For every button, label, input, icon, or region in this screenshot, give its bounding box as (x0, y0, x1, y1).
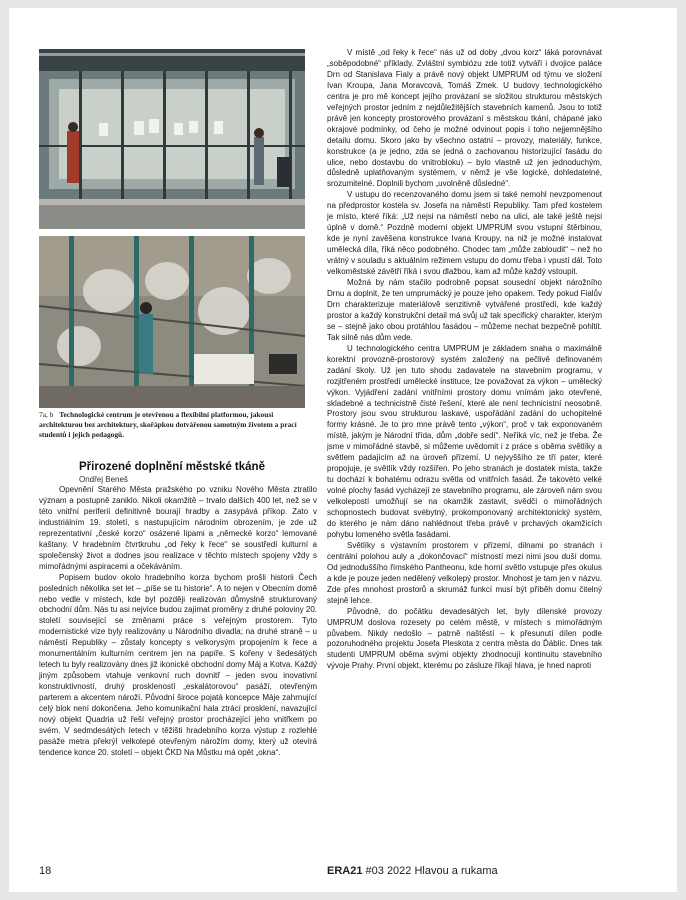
left-paragraph: Popisem budov okolo hradebního korza bychom prošli historii Čech posledních několika set let – „píše se tu historie“. A to nejen v Obecním domě nebo vedle v místech, kde byl později realizován důmyslně strukturovaný obchodní dům. Nás tu asi nejvíce budou zajímat proměny z druhé poloviny 20. století související se změnami práce s veřejným prostorem. Tyto modernistické vize byly realizovány u Národního divadla; na druhé straně – u náměstí Republiky – zůstaly koncepty s velkorysým propojením k řece a monumentálním kulturním centrem jen na papíře. S kořeny v šedesátých letech tu byly realizovány dnes již ikonické obchodní domy Máj a Kotva. Každý jiným způsobem vtahuje venkovní ruch dovnitř – jeden svou inovativní konstruktivností, druhý proskleností „eskalátorovou“ pasáží, otevřeným parterem a akcentem nároží. Původní široce pojatá koncepce Máje zahrnující celý blok není dokončena. Jeho komunikační hala ztrácí prosklení, navazující nový objekt Quadria už řeší veřejný prostor procházející jeho vnitřkem po svém. V sedmdesátých letech v těžišti hradebního korza výstup z rozlehlé pasáže metra překrýl velkolepé otevřeným nárožím domy, který už otevírá tendence konce 20. století – objekt ČKD Na Můstku má opět „okna“. (39, 572, 317, 757)
right-paragraph: U technologického centra UMPRUM je základem snaha o maximálně korektní provozně-prostorový systém založený na pečlivě definovaném zadání školy. Už jen tuto shodu zadavatele na stavebním programu, v rozjitřeném prostředí umělecké instituce, lze považovat za výkon – umělecký výkon. Vyjádření zadání vnitřními prostory domu vnímám jako otevřené, skladebné a technicistně čisté řešení, které ale není technicistní neosobně. Prostory jsou svou strukturou laskavé, uspořádání zadání do uchopitelné formy krásné. Je to pro mne právě tento „výkon“, proč v tak exponovaném místě, jakým je Národní třída, dům „dobře sedí“. Neříká víc, než je třeba. Že jsme v mimořádné stavbě, si můžeme uvědomit i z práce s oběma světlíky a světlem padajícím až na úroveň přízemí. U nejvyššího ze tří pater, které propojuje, je světlík vždy rozšířen. Po jeho stranách je dostatek místa, takže tu dochází k bohatému odrazu světla od vnitřních fasád. Že takovéto velké volné plochy fasád vycházejí ze stavebního programu, ale zároveň nám svou velkolepostí umožňují se na okamžik zastavit, svědčí o mimořádných schopnostech budovat svébytný, prokomponovaný architektonický systém, do kterého je nám dáno nahlédnout třeba právě v prchavých okamžicích pohybu lomeného světla fasádami. (327, 343, 602, 539)
magazine-name: ERA21 (327, 865, 363, 877)
gallery-facade-image (39, 49, 305, 229)
caption-text: Technologické centrum je otevřenou a flexibilní platformou, jakousi architekturou bez architektury, skořápkou dotvářenou samotným životem a prací studentů i jejich pedagogů. (39, 410, 297, 439)
left-column (39, 460, 317, 759)
right-paragraph: Světlíky s výstavním prostorem v přízemí, dilnami po stranách i centrální polohou auly a „dokončovací“ místností mezi nimi jsou duší domu. Od jednoduššího římského Pantheonu, kde horní světlo vstupuje přes okulus a kde je pouze jeden nedělený velkolepý prostor. Mnohost je tam jen v názvu. Zde přes mnohost prostorů a skrumáž funkcí musí být příběh domu čitelný stejně lehce. (327, 540, 602, 605)
right-paragraph: V místě „od řeky k řece“ nás už od doby „dvou korz“ láká porovnávat „soběpodobné“ příklady. Zvláštní symbiózu zde totiž vytváří i dvojice paláce Drn od Stanislava Fialy a právě nový objekt UMPRUM od týmu ve složení Ivan Kroupa, Jana Moravcová, Tomáš Zmek. U budovy technologického centra je pro mě koncept jejího provázaní se složitou strukturou městských veřejných prostor jedním z nejdůležitějších stavebních kamenů. Jsou to totiž právě jen koncepty prostorového provázaní s městskou tkání, chápané jako okrajové podmínky, od čeho je možné odvinout popis i toho nejjemnějšího detailu domu. Skoro jako by všechno ostatní – provozy, materiály, funkce, konstrukce (a je jedno, zda se jedná o zachovanou historizující fasádu do ulice, nebo dostavbu do vnitrobloku) – bylo vlastně už jen jednoduchým, důsledně uplatňovaným systémem, v němž je vše logické, dohledatelné, srozumitelné. Doplnili bychom „uvolněně důsledné“. (327, 48, 602, 189)
right-column (327, 48, 602, 672)
right-paragraph: V ustupu do recenzovaného domu jsem si také nemohl nevzpomenout na předprostor kostela sv. Josefa na náměstí Republiky. Tam před kostelem je místo, které říká: „Už nejsi na náměstí nebo na ulici, ale také ještě nejsi úplně v domě.“ Pozdně moderní objekt UMPRUM svou vstupní štěrbinou, kde je nyní zavěšena konstrukce Ivana Kroupy, na niž je možné instalovat umělecká díla, říká něco podobného. Chodec tam „může zabloudit“ – než ho vrátný v souladu s aktuálním režimem vstupu do domu třeba i vpustí dál. Toto velkoměstské závětří říká i svou dlažbou, kam až může každý vstoupit. (327, 190, 602, 277)
magazine-page (9, 8, 677, 892)
photo-workshop-interior (39, 236, 305, 408)
caption-label: 7a, b (39, 410, 54, 419)
magazine-issue: #03 2022 Hlavou a rukama (365, 865, 498, 877)
left-paragraph: Opevnění Starého Města pražského po vzniku Nového Města ztratilo význam a postupně zaniklo. Nikoli okamžitě – trvalo dalších 400 let, než se v této vnitřní periferii definitivně bourají hradby a zasypává příkop. Zato v industriálním 19. století, s nastupujícím národním obrozením, je zde už reprezentativní „české korzo“ osázené lipami a „německé korzo“ lemované kaštany. V hradebním čtvrtkruhu „od řeky k řece“ se soustředí kulturní a společenský život a dodnes jsou realizace v těchto místech spojeny vždy s mimořádnými aspiracemi a očekáváním. (39, 485, 317, 571)
right-paragraph: Možná by nám stačilo podrobně popsat sousední objekt nárožního Drnu a doplnit, že ten umprumácký je pouze jeho opakem. Tedy pokud Fialův Drn charakterizuje materiálově senzitivně vytvářené prostředí, kde každý prostor a každý konstrukční detail má svůj už tak specifický charakter, kterým se – stejně jako obou protáhlou fasádou – můžeme nechat bezpečně pohltit. Tak silně nás dům vede. (327, 278, 602, 342)
magazine-footer (327, 865, 498, 877)
article-heading: Přirozené doplnění městské tkáně (79, 461, 265, 473)
workshop-interior-image (39, 236, 305, 408)
right-paragraph: Původně, do počátku devadesátých let, byly dílenské provozy UMPRUM doslova rozesety po celém městě, v místech s mimořádným půvabem. Nikdy nedošlo – patrně naštěstí – k přesunutí dílen podle pozoruhodného projektu Josefa Pleskota z centra města do Ďáblic. Dnes tak studenti UMPRUM oběma svými objekty zhodnocují kontinuitu stavebního vývoje Prahy. První objekt, kterému po zásluze říkají hlava, je hned naproti (327, 606, 602, 671)
photo-caption (39, 410, 309, 440)
photo-gallery-facade (39, 49, 305, 229)
page-number: 18 (39, 865, 52, 877)
article-author: Ondřej Beneš (79, 475, 128, 484)
